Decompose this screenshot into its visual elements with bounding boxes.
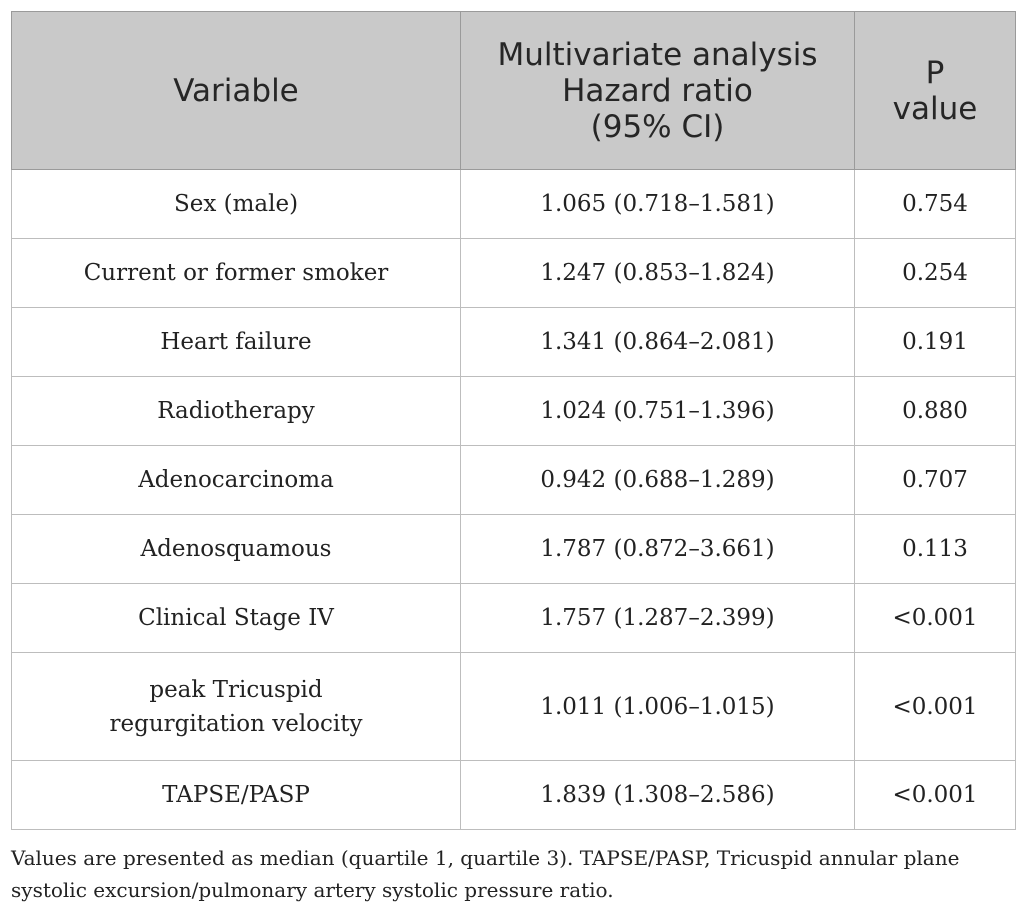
header-hazard-line1: Multivariate analysis xyxy=(497,36,818,73)
cell-hazard-ratio: 1.024 (0.751–1.396) xyxy=(461,377,855,446)
cell-variable: Heart failure xyxy=(12,308,461,377)
header-p-line2: value xyxy=(892,90,978,127)
multivariate-analysis-table xyxy=(11,11,1016,830)
cell-p-value: 0.754 xyxy=(855,170,1016,239)
table-row xyxy=(12,761,1016,830)
table-row xyxy=(12,170,1016,239)
table-row xyxy=(12,584,1016,653)
cell-hazard-ratio: 1.839 (1.308–2.586) xyxy=(461,761,855,830)
cell-p-value: <0.001 xyxy=(855,584,1016,653)
cell-hazard-ratio: 1.341 (0.864–2.081) xyxy=(461,308,855,377)
cell-variable-line1: peak Tricuspid xyxy=(149,676,323,703)
header-variable xyxy=(12,12,461,170)
table-row xyxy=(12,515,1016,584)
cell-hazard-ratio: 1.757 (1.287–2.399) xyxy=(461,584,855,653)
results-table-container xyxy=(11,11,1015,830)
table-row xyxy=(12,377,1016,446)
table-row xyxy=(12,446,1016,515)
cell-variable: Sex (male) xyxy=(12,170,461,239)
header-p-value xyxy=(855,12,1016,170)
header-hazard-line2: Hazard ratio xyxy=(562,72,753,109)
cell-variable: Adenocarcinoma xyxy=(12,446,461,515)
cell-variable: Current or former smoker xyxy=(12,239,461,308)
cell-variable-line2: regurgitation velocity xyxy=(109,710,363,737)
cell-hazard-ratio: 1.787 (0.872–3.661) xyxy=(461,515,855,584)
cell-variable: Adenosquamous xyxy=(12,515,461,584)
cell-p-value: 0.707 xyxy=(855,446,1016,515)
cell-hazard-ratio: 1.065 (0.718–1.581) xyxy=(461,170,855,239)
cell-p-value: 0.191 xyxy=(855,308,1016,377)
header-p-line1: P xyxy=(925,54,945,91)
cell-variable: Clinical Stage IV xyxy=(12,584,461,653)
cell-p-value: 0.113 xyxy=(855,515,1016,584)
table-body xyxy=(12,170,1016,830)
cell-hazard-ratio: 0.942 (0.688–1.289) xyxy=(461,446,855,515)
table-row xyxy=(12,239,1016,308)
header-variable-label: Variable xyxy=(173,72,299,109)
cell-p-value: 0.880 xyxy=(855,377,1016,446)
cell-hazard-ratio: 1.011 (1.006–1.015) xyxy=(461,653,855,761)
cell-p-value: 0.254 xyxy=(855,239,1016,308)
cell-variable: Radiotherapy xyxy=(12,377,461,446)
cell-p-value: <0.001 xyxy=(855,653,1016,761)
header-hazard-line3: (95% CI) xyxy=(590,108,725,145)
header-hazard-ratio xyxy=(461,12,855,170)
table-header xyxy=(12,12,1016,170)
table-footnote: Values are presented as median (quartile 1, quartile 3). TAPSE/PASP, Tricuspid annular plane systolic excursion/pulmonary artery systolic pressure ratio. xyxy=(11,846,960,902)
header-row xyxy=(12,12,1016,170)
cell-p-value: <0.001 xyxy=(855,761,1016,830)
table-row xyxy=(12,653,1016,761)
cell-variable xyxy=(12,653,461,761)
cell-variable: TAPSE/PASP xyxy=(12,761,461,830)
cell-hazard-ratio: 1.247 (0.853–1.824) xyxy=(461,239,855,308)
table-row xyxy=(12,308,1016,377)
